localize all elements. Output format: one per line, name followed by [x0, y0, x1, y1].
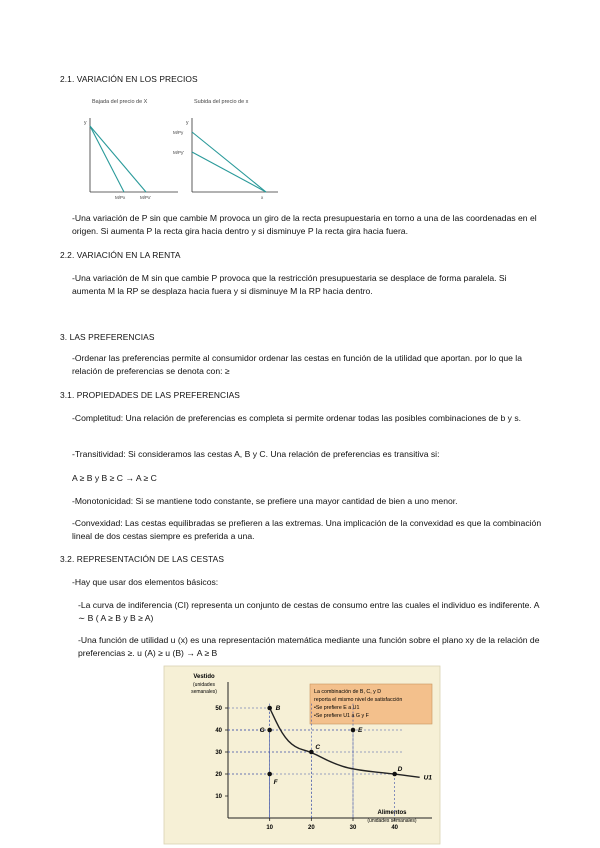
para-funcion-utilidad: -Una función de utilidad u (x) es una representación matemática mediante una función sobre el plano xy de la relación de preferencias ≥. u (A) ≥ u (B) → A ≥ B [78, 635, 540, 658]
x-axis-title-2: (unidades semanales) [367, 818, 417, 824]
point-label-d: D [397, 766, 403, 773]
point-b [267, 706, 272, 711]
point-label-e: E [358, 727, 363, 734]
x-tick-label: 10 [266, 825, 274, 831]
figure-left-title: Bajada del precio de X [92, 99, 148, 105]
svg-text:y: y [84, 120, 87, 126]
svg-text:y: y [186, 120, 189, 126]
point-label-c: C [315, 744, 321, 751]
right-y-label-1: M/Py [173, 130, 184, 135]
point-e [351, 728, 356, 733]
x-tick-label: 40 [391, 825, 399, 831]
figure-price-increase [173, 96, 280, 200]
point-f [267, 772, 272, 777]
figure-price-decrease [84, 96, 180, 200]
y-axis-title-1: Vestido [193, 674, 215, 680]
para-monotonicidad: -Monotonicidad: Si se mantiene todo constante, se prefiere una mayor cantidad de bien a uno menor. [72, 496, 458, 506]
note-line-4: •Se prefiere U1 a G y F [314, 713, 369, 719]
budget-line-inner [192, 152, 266, 192]
right-y-label-2: M/Py' [173, 150, 185, 155]
y-axis-title-2: (unidades [193, 682, 215, 688]
point-label-f: F [273, 779, 278, 786]
para-convexidad: -Convexidad: Las cestas equilibradas se prefieren a las extremas. Una implicación de la convexidad es que la combinación lineal de dos cestas siempre es preferida a una. [72, 518, 542, 541]
point-label-b: B [275, 705, 281, 712]
budget-line-initial [90, 126, 124, 192]
note-line-3: •Se prefiere E a U1 [314, 705, 360, 711]
y-tick-label: 20 [215, 772, 222, 778]
budget-line-outer [192, 132, 266, 192]
note-line-2: reporta el mismo nivel de satisfacción [314, 697, 403, 703]
x-axis-title-1: Alimentos [377, 810, 407, 816]
curve-label: U1 [423, 774, 432, 782]
left-x-label-2: M/Px' [140, 195, 152, 200]
x-tick-label: 30 [349, 825, 357, 831]
y-tick-label: 50 [215, 706, 222, 712]
para-3: -Ordenar las preferencias permite al consumidor ordenar las cestas en función de la utilidad que aportan. por lo que la relación de preferencias se denota con: ≥ [72, 353, 522, 376]
figure-right-title: Subida del precio de x [194, 99, 249, 105]
para-intro-elementos: -Hay que usar dos elementos básicos: [72, 577, 219, 587]
x-tick-label: 20 [307, 825, 315, 831]
point-label-g: G [259, 727, 265, 734]
formula-transitividad: A ≥ B y B ≥ C → A ≥ C [72, 473, 157, 483]
point-g [267, 728, 272, 733]
y-axis-title-3: semanales) [191, 689, 217, 695]
y-tick-label: 40 [215, 728, 222, 734]
y-tick-label: 30 [215, 750, 222, 756]
svg-text:x: x [261, 195, 264, 200]
left-x-label-1: M/Px [115, 195, 126, 200]
heading-2-2: 2.2. VARIACIÓN EN LA RENTA [60, 250, 181, 260]
point-c [309, 750, 314, 755]
para-completitud: -Completitud: Una relación de preferencias es completa si permite ordenar todas las posibles combinaciones de b y s. [72, 413, 522, 423]
note-line-1: La combinación de B, C, y D [314, 689, 382, 695]
heading-2-1: 2.1. VARIACIÓN EN LOS PRECIOS [60, 74, 198, 84]
heading-3: 3. LAS PREFERENCIAS [60, 332, 155, 342]
point-d [392, 772, 397, 777]
y-tick-label: 10 [215, 794, 222, 800]
heading-3-1: 3.1. PROPIEDADES DE LAS PREFERENCIAS [60, 390, 240, 400]
heading-3-2: 3.2. REPRESENTACIÓN DE LAS CESTAS [60, 554, 225, 564]
para-curva-indiferencia: -La curva de indiferencia (CI) representa un conjunto de cestas de consumo entre las cuales el individuo es indiferente. A ∼ B ( A ≥ B y B ≥ A) [78, 600, 539, 623]
indifference-curve-chart [164, 666, 440, 844]
para-2-2: -Una variación de M sin que cambie P provoca que la restricción presupuestaria se desplace de forma paralela. Si aumenta M la RP se desplaza hacia fuera y si disminuye M la RP hacia dentro. [72, 273, 507, 296]
para-transitividad: -Transitividad: Si consideramos las cestas A, B y C. Una relación de preferencias es transitiva si: [72, 449, 440, 459]
para-2-1: -Una variación de P sin que cambie M provoca un giro de la recta presupuestaria en torno a una de las coordenadas en el origen. Si aumenta P la recta gira hacia dentro y si disminuye P la recta gira hacia fuera. [72, 213, 537, 236]
budget-line-rotated [90, 126, 146, 192]
